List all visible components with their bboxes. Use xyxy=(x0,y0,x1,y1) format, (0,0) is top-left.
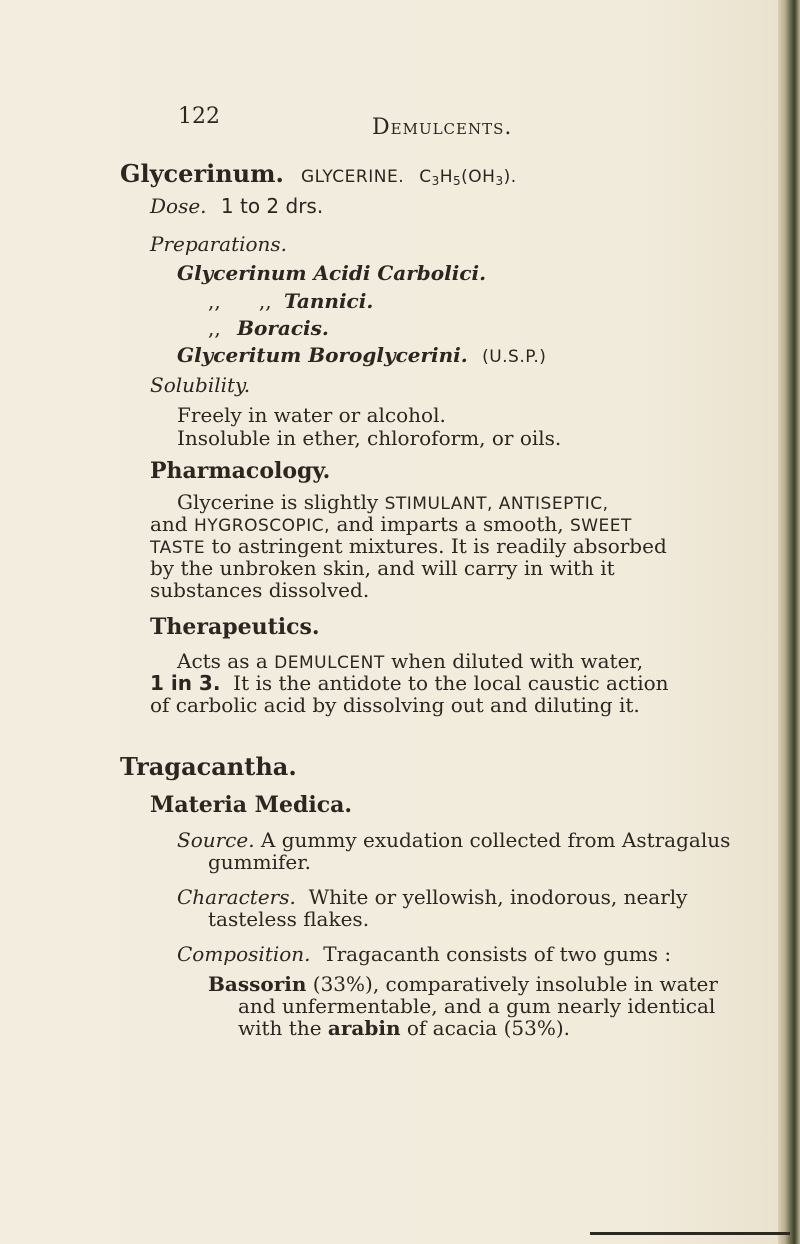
page-number: 122 xyxy=(178,104,220,129)
therapeutics-line: 1 in 3. It is the antidote to the local caustic action xyxy=(150,671,669,695)
therapeutics-line: of carbolic acid by dissolving out and diluting it. xyxy=(150,693,640,717)
preparation-item: Glyceritum Boroglycerini. (U.S.P.) xyxy=(177,343,547,367)
characters-line: tasteless flakes. xyxy=(208,907,370,931)
pharmacology-line: and HYGROSCOPIC, and imparts a smooth, SWEET xyxy=(150,512,632,536)
pharmacology-line: substances dissolved. xyxy=(150,578,370,602)
dose-label: Dose. xyxy=(150,194,207,218)
dose-value: 1 to 2 drs. xyxy=(220,194,324,218)
pharmacology-line: by the unbroken skin, and will carry in with it xyxy=(150,556,615,580)
glycerinum-english: GLYCERINE. xyxy=(300,167,405,187)
preparation-item: Glycerinum Acidi Carbolici. xyxy=(177,261,487,285)
solubility-label: Solubility. xyxy=(150,373,251,397)
composition-line: Composition. Tragacanth consists of two gums : xyxy=(177,942,672,966)
bassorin-line: and unfermentable, and a gum nearly identical xyxy=(238,994,716,1018)
glycerinum-formula: $C_3H_5(OH_3)$. xyxy=(419,167,517,188)
preparation-item: ,, ,, Tannici. xyxy=(208,289,374,313)
preparations-label: Preparations. xyxy=(150,232,288,256)
characters-line: Characters. White or yellowish, inodorous, nearly xyxy=(177,885,688,909)
dose-line xyxy=(150,196,323,216)
source-line: Source. A gummy exudation collected from Astragalus xyxy=(177,828,731,852)
running-title: Demulcents. xyxy=(372,115,513,140)
pharmacology-line: TASTE to astringent mixtures. It is readily absorbed xyxy=(150,534,667,558)
solubility-line: Freely in water or alcohol. xyxy=(177,403,446,427)
pharmacology-line: Glycerine is slightly STIMULANT, ANTISEPTIC, xyxy=(177,490,609,514)
arabin-line: with the arabin of acacia (53%). xyxy=(238,1016,570,1040)
bottom-rule xyxy=(590,1232,790,1235)
therapeutics-heading: Therapeutics. xyxy=(150,614,320,640)
pharmacology-heading: Pharmacology. xyxy=(150,458,331,484)
materia-medica-heading: Materia Medica. xyxy=(150,792,353,818)
bassorin-line: Bassorin (33%), comparatively insoluble in water xyxy=(208,972,718,996)
glycerinum-heading xyxy=(120,159,517,188)
solubility-line: Insoluble in ether, chloroform, or oils. xyxy=(177,426,562,450)
therapeutics-line: Acts as a DEMULCENT when diluted with water, xyxy=(177,649,644,673)
preparation-item: ,, Boracis. xyxy=(208,316,329,340)
tragacantha-title: Tragacantha. xyxy=(120,752,297,781)
source-line: gummifer. xyxy=(208,850,311,874)
glycerinum-title: Glycerinum. xyxy=(120,159,284,188)
page-edge xyxy=(778,0,800,1244)
